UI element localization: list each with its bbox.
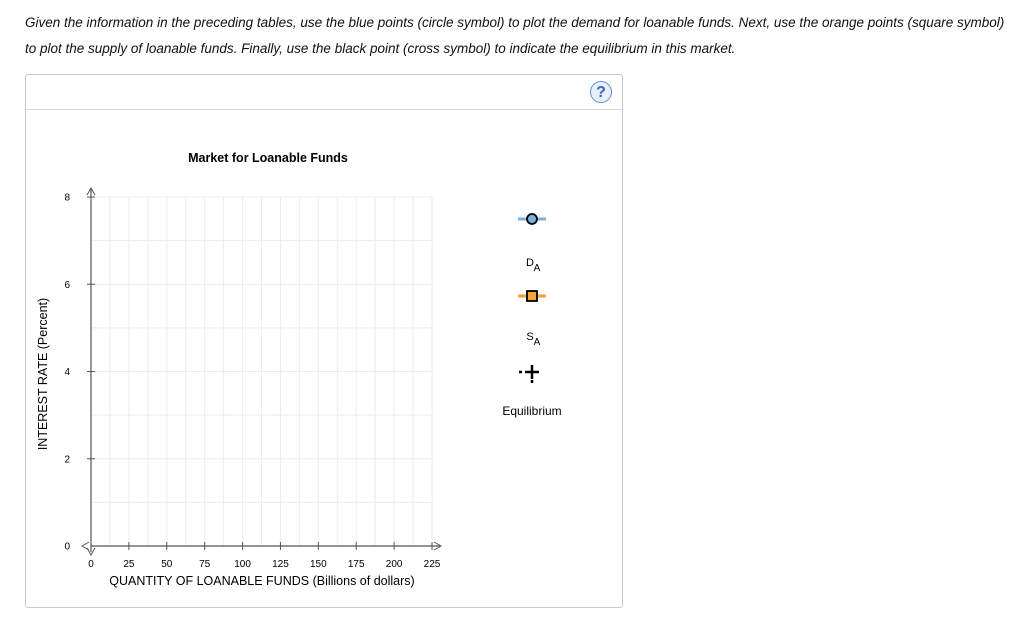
grid bbox=[91, 197, 432, 546]
supply-square-marker[interactable] bbox=[527, 291, 537, 301]
instructions-text: Given the information in the preceding tables, use the blue points (circle symbol) to plot the demand for loanable funds. Next, use the orange points (square symbol) to plot the supply of loanable funds. Finally, use the black point (cross symbol) to indicate the equilibrium in this market. bbox=[25, 15, 1005, 56]
x-tick-label: 0 bbox=[88, 559, 94, 570]
ticks bbox=[64, 193, 440, 571]
x-tick-label: 200 bbox=[385, 559, 403, 570]
legend-label: S bbox=[526, 331, 534, 343]
y-tick-label: 8 bbox=[64, 192, 70, 204]
x-tick-label: 225 bbox=[423, 559, 441, 570]
y-axis-label: INTEREST RATE (Percent) bbox=[36, 297, 50, 451]
y-tick-label: 6 bbox=[64, 279, 70, 291]
x-tick-label: 175 bbox=[347, 559, 365, 570]
x-tick-label: 125 bbox=[272, 559, 289, 570]
legend bbox=[502, 214, 561, 418]
legend-label-subscript: A bbox=[533, 337, 541, 348]
x-tick-label: 75 bbox=[199, 559, 211, 570]
x-axis-label: QUANTITY OF LOANABLE FUNDS (Billions of dollars) bbox=[109, 574, 415, 588]
x-tick-label: 25 bbox=[123, 559, 135, 570]
y-tick-label: 2 bbox=[64, 454, 70, 466]
x-tick-label: 50 bbox=[161, 559, 173, 570]
legend-item-demand[interactable] bbox=[518, 214, 546, 274]
help-button[interactable]: ? bbox=[590, 81, 612, 103]
demand-circle-marker[interactable] bbox=[527, 214, 537, 224]
x-tick-label: 150 bbox=[309, 559, 327, 570]
legend-label: D bbox=[526, 257, 534, 269]
legend-label-subscript: A bbox=[533, 263, 541, 274]
legend-label: Equilibrium bbox=[502, 404, 562, 418]
y-tick-label: 0 bbox=[64, 541, 70, 553]
y-tick-label: 4 bbox=[64, 367, 70, 378]
chart-title: Market for Loanable Funds bbox=[188, 151, 348, 165]
legend-item-supply[interactable] bbox=[518, 291, 546, 348]
legend-item-equilibrium[interactable] bbox=[502, 365, 561, 418]
x-tick-label: 100 bbox=[234, 559, 251, 570]
